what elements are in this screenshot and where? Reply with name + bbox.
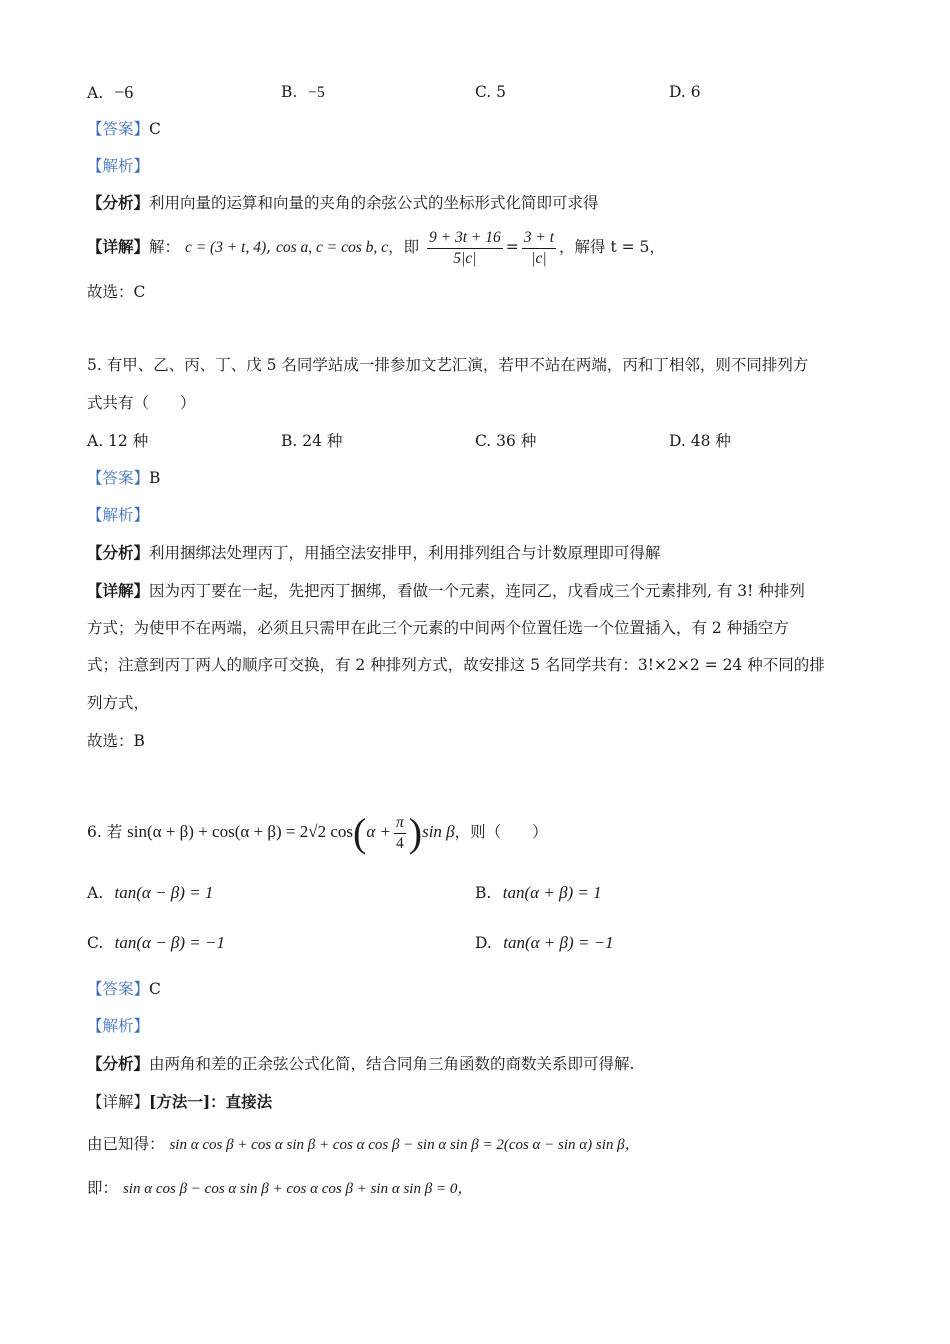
option-letter: B.: [281, 83, 298, 101]
answer-value: B: [149, 469, 161, 487]
q5-option-a: [87, 431, 148, 451]
option-letter: B.: [475, 884, 492, 902]
q4-answer: [87, 119, 161, 139]
fenxi-tag: 【分析】: [87, 1054, 150, 1073]
option-value: tan(α + β) = −1: [503, 933, 614, 952]
option-value: tan(α − β) = 1: [114, 883, 214, 902]
q4-detail: 【详解】解： c = (3 + t, 4), cos a, c = cos b, c，即 $\frac{9 + 3t + 16}{5|c|}$ = $\frac{3 + t}{|c|}$ ，解得 t = 5，: [87, 228, 665, 267]
q4-option-d: [669, 82, 701, 102]
q6-option-b: [475, 883, 602, 903]
answer-tag: 【答案】: [87, 980, 150, 998]
q6-stem: [87, 806, 548, 858]
option-value: tan(α + β) = 1: [502, 883, 602, 902]
option-value: 24 种: [302, 432, 343, 450]
option-value: −5: [308, 84, 325, 101]
option-value: 36 种: [496, 432, 537, 450]
q5-option-c: [475, 431, 536, 451]
known-prefix: 由已知得：: [87, 1135, 165, 1153]
fraction-right: [522, 229, 556, 268]
q5-detail-line1: [87, 581, 805, 601]
answer-value: C: [149, 980, 161, 998]
q5-stem-line2: 式共有（ ）: [87, 394, 196, 412]
answer-tag: 【答案】: [87, 120, 150, 138]
stem-suffix: ，则（ ）: [454, 823, 548, 841]
fraction-numerator: 9 + 3t + 16: [427, 229, 503, 249]
fraction-left: [427, 229, 503, 268]
option-letter: A.: [87, 884, 104, 902]
q4-analysis-tag: 【解析】: [87, 157, 150, 175]
ji-prefix: 即：: [87, 1179, 119, 1197]
fenxi-text: 利用捆绑法处理丙丁，用插空法安排甲，利用排列组合与计数原理即可得解: [149, 544, 661, 562]
option-letter: D.: [669, 432, 686, 450]
option-letter: B.: [281, 432, 298, 450]
q6-known: [87, 1134, 640, 1155]
option-value: 6: [690, 83, 701, 101]
stem-sinb: sin β: [422, 822, 455, 841]
q5-answer: [87, 468, 160, 488]
q5-detail-line3: 式；注意到丙丁两人的顺序可交换，有 2 种排列方式，故安排这 5 名同学共有：3!×2×2 = 24 种不同的排: [87, 656, 825, 674]
q4-fenxi: [87, 193, 599, 213]
q6-ji: [87, 1178, 472, 1199]
option-letter: C.: [87, 934, 104, 952]
q6-fenxi: [87, 1054, 634, 1074]
stem-paren-close: ): [408, 810, 423, 855]
fenxi-text: 利用向量的运算和向量的夹角的余弦公式的坐标形式化简即可求得: [149, 194, 599, 212]
q6-option-d: [475, 933, 614, 953]
option-value: tan(α − β) = −1: [114, 933, 225, 952]
option-value: −6: [114, 82, 134, 102]
detail-tag: 【详解】: [87, 581, 150, 600]
fraction-denominator: |c|: [531, 249, 547, 267]
option-letter: C.: [475, 83, 492, 101]
fenxi-tag: 【分析】: [87, 193, 150, 212]
detail-prefix: 解：: [149, 238, 181, 256]
option-letter: A.: [87, 84, 104, 102]
option-value: 12 种: [108, 432, 149, 450]
q5-option-d: [669, 431, 731, 451]
q5-conclusion: 故选：B: [87, 732, 145, 750]
detail-ji: ，即: [388, 238, 420, 256]
fraction-denominator: 5|c|: [453, 249, 477, 267]
stem-alpha: α +: [366, 822, 391, 841]
q4-option-a: [87, 82, 133, 103]
fraction-numerator: 3 + t: [522, 229, 556, 249]
q5-analysis-tag: 【解析】: [87, 506, 150, 524]
answer-value: C: [149, 120, 161, 138]
option-letter: D.: [475, 934, 492, 952]
detail-tag: 【详解】: [87, 1093, 150, 1111]
q6-analysis-tag: 【解析】: [87, 1017, 150, 1035]
fraction-denominator: 4: [396, 834, 404, 852]
stem-lhs: sin(α + β) + cos(α + β) = 2√2 cos: [127, 822, 354, 841]
pi-over-four: [394, 814, 406, 853]
q5-stem-line1: 5. 有甲、乙、丙、丁、戊 5 名同学站成一排参加文艺汇演，若甲不站在两端，丙和丁相邻，则不同排列方: [87, 356, 809, 374]
q5-option-b: [281, 431, 342, 451]
method-heading: [方法一]：直接法: [149, 1092, 273, 1111]
detail-c-expr: c = (3 + t, 4): [184, 239, 267, 256]
q6-answer: [87, 979, 161, 999]
option-value: 5: [496, 83, 507, 101]
q4-option-c: [475, 82, 506, 102]
q6-detail-heading: [87, 1092, 272, 1112]
q4-option-b: [281, 82, 325, 103]
q4-conclusion: 故选：C: [87, 283, 146, 301]
q5-detail-line2: 方式；为使甲不在两端，必须且只需甲在此三个元素的中间两个位置任选一个位置插入，有 2 种插空方: [87, 619, 789, 637]
q5-detail-line4: 列方式，: [87, 694, 150, 712]
q5-fenxi: [87, 543, 661, 563]
option-letter: A.: [87, 432, 104, 450]
option-letter: D.: [669, 83, 686, 101]
ji-expr: sin α cos β − cos α sin β + cos α cos β + sin α sin β = 0，: [122, 1181, 473, 1197]
detail-cos-expr: cos a, c = cos b, c: [276, 239, 389, 256]
option-letter: C.: [475, 432, 492, 450]
stem-prefix: 6. 若: [87, 823, 123, 841]
fraction-numerator: π: [394, 814, 406, 834]
fenxi-tag: 【分析】: [87, 543, 150, 562]
detail-text: 因为丙丁要在一起，先把丙丁捆绑，看做一个元素，连同乙，戊看成三个元素排列, 有 3! 种排列: [149, 582, 805, 600]
detail-tag: 【详解】: [87, 237, 150, 256]
answer-tag: 【答案】: [87, 469, 150, 487]
q6-option-c: [87, 933, 225, 953]
detail-result: ，解得 t = 5，: [559, 238, 665, 256]
fenxi-text: 由两角和差的正余弦公式化简，结合同角三角函数的商数关系即可得解.: [149, 1055, 635, 1073]
option-value: 48 种: [690, 432, 731, 450]
stem-paren-open: (: [353, 810, 367, 855]
q6-option-a: [87, 883, 213, 903]
known-expr: sin α cos β + cos α sin β + cos α cos β − sin α sin β = 2(cos α − sin α) sin β，: [169, 1137, 640, 1153]
